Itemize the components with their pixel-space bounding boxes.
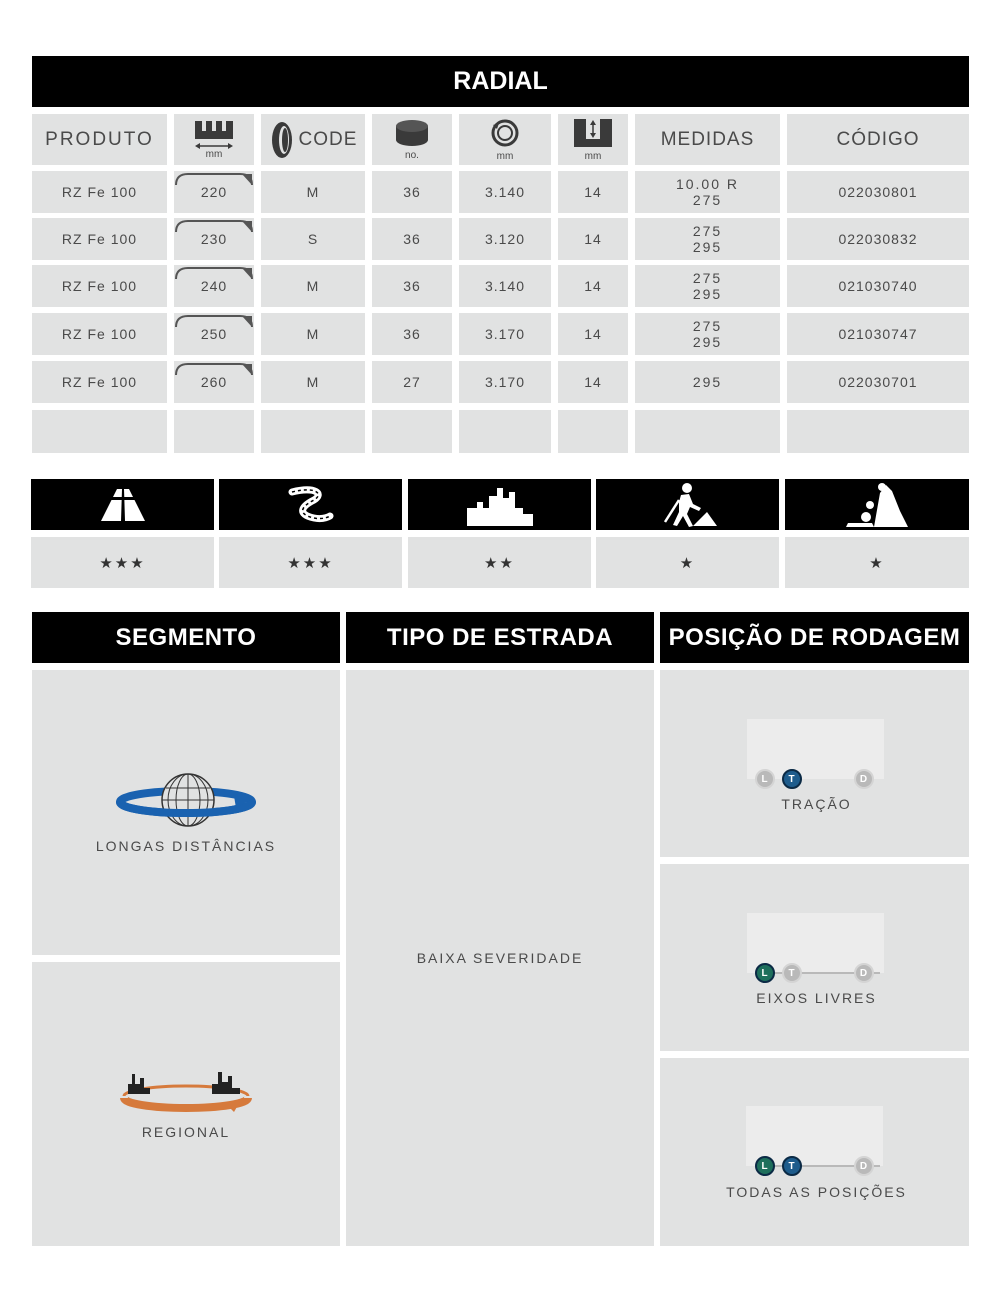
table-cell-value: 3.140: [484, 278, 526, 294]
table-cell-value: 14: [584, 326, 602, 342]
table-cell-value: 14: [584, 374, 602, 390]
table-cell-value: M: [306, 326, 320, 342]
empty-cell: [787, 410, 969, 453]
header-diameter: mm: [459, 114, 551, 165]
segment-regional: REGIONAL: [32, 962, 340, 1246]
tread-depth-icon: [572, 117, 614, 149]
wheel-dot-t: T: [782, 769, 802, 789]
empty-cell: [32, 410, 167, 453]
table-cell-code: [261, 218, 365, 260]
header-code: CODE: [261, 114, 365, 165]
table-cell-depth: [558, 171, 628, 213]
table-cell-width: [174, 171, 254, 213]
table-cell-diam: [459, 171, 551, 213]
tire-side-icon: [269, 120, 295, 160]
table-cell-codigo: [787, 171, 969, 213]
table-cell-no: [372, 265, 452, 307]
highway-icon: [97, 485, 149, 525]
mining-icon: [844, 481, 910, 529]
regional-icon: [116, 1068, 256, 1116]
table-cell-value: M: [306, 278, 320, 294]
table-cell-no: [372, 218, 452, 260]
position-label: TRAÇÃO: [781, 796, 852, 812]
road-type-panel: BAIXA SEVERIDADE: [346, 670, 654, 1246]
empty-cell: [635, 410, 780, 453]
table-cell-value: S: [307, 231, 319, 247]
table-cell-depth: [558, 265, 628, 307]
table-cell-produto: [32, 265, 167, 307]
table-cell-value: 14: [584, 278, 602, 294]
table-cell-code: [261, 171, 365, 213]
table-cell-produto: [32, 361, 167, 403]
table-cell-value: 14: [584, 231, 602, 247]
medida-line: 295: [692, 374, 723, 390]
city-icon: [465, 484, 535, 526]
header-produto: PRODUTO: [32, 114, 167, 165]
medida-line: 295: [692, 239, 723, 255]
app-construction: [596, 479, 779, 530]
table-cell-width: [174, 361, 254, 403]
table-cell-code: [261, 361, 365, 403]
medida-line: 275: [692, 223, 723, 239]
table-cell-value: 36: [403, 231, 421, 247]
table-cell-med: [635, 218, 780, 260]
wheel-dot-d: D: [854, 769, 874, 789]
table-cell-value: 230: [200, 231, 228, 247]
table-cell-value: 14: [584, 184, 602, 200]
table-cell-value: 3.120: [484, 231, 526, 247]
wheel-dot-l: L: [755, 769, 775, 789]
header-codigo: CÓDIGO: [787, 114, 969, 165]
table-cell-codigo: [787, 265, 969, 307]
position-free-axles: [660, 864, 969, 1051]
medida-line: 275: [692, 318, 723, 334]
app-city: [408, 479, 591, 530]
table-cell-value: 022030832: [838, 231, 918, 247]
table-cell-produto: [32, 218, 167, 260]
header-medidas: MEDIDAS: [635, 114, 780, 165]
radial-title: RADIAL: [453, 67, 548, 95]
table-cell-width: [174, 218, 254, 260]
table-cell-value: RZ Fe 100: [61, 278, 138, 294]
app-winding-road: [219, 479, 402, 530]
medida-line: 295: [692, 286, 723, 302]
table-cell-value: RZ Fe 100: [61, 231, 138, 247]
table-cell-codigo: [787, 218, 969, 260]
table-cell-codigo: [787, 361, 969, 403]
wheel-dot-l: L: [755, 963, 775, 983]
table-cell-value: 220: [200, 184, 228, 200]
position-all: [660, 1058, 969, 1246]
table-cell-code: [261, 265, 365, 307]
position-label: EIXOS LIVRES: [756, 990, 877, 1006]
wheel-dot-t: T: [782, 963, 802, 983]
table-cell-depth: [558, 313, 628, 355]
table-cell-no: [372, 361, 452, 403]
table-cell-value: 022030801: [838, 184, 918, 200]
table-cell-value: 240: [200, 278, 228, 294]
app-stars-1: ★★★: [31, 537, 214, 588]
table-cell-value: 36: [403, 278, 421, 294]
app-stars-5: ★: [785, 537, 969, 588]
table-cell-value: RZ Fe 100: [61, 374, 138, 390]
segment-long-distance: LONGAS DISTÂNCIAS: [32, 670, 340, 955]
table-cell-value: RZ Fe 100: [61, 326, 138, 342]
position-traction: [660, 670, 969, 857]
header-ply: no.: [372, 114, 452, 165]
app-mining: [785, 479, 969, 530]
winding-road-icon: [286, 484, 336, 526]
table-cell-depth: [558, 218, 628, 260]
table-cell-value: M: [306, 184, 320, 200]
table-cell-code: [261, 313, 365, 355]
table-cell-width: [174, 265, 254, 307]
app-stars-4: ★: [596, 537, 779, 588]
table-cell-med: [635, 361, 780, 403]
empty-cell: [174, 410, 254, 453]
table-cell-diam: [459, 313, 551, 355]
table-cell-diam: [459, 265, 551, 307]
medida-line: 10.00 R: [675, 176, 740, 192]
empty-cell: [261, 410, 365, 453]
table-cell-value: 022030701: [838, 374, 918, 390]
cylinder-icon: [394, 118, 430, 148]
table-cell-value: M: [306, 374, 320, 390]
wheel-dot-t: T: [782, 1156, 802, 1176]
wheel-dot-l: L: [755, 1156, 775, 1176]
header-width: mm: [174, 114, 254, 165]
app-highway: [31, 479, 214, 530]
table-cell-value: 3.170: [484, 326, 526, 342]
empty-cell: [459, 410, 551, 453]
app-stars-2: ★★★: [219, 537, 402, 588]
table-cell-value: 27: [403, 374, 421, 390]
table-cell-value: 3.140: [484, 184, 526, 200]
empty-cell: [558, 410, 628, 453]
app-stars-3: ★★: [408, 537, 591, 588]
table-cell-no: [372, 171, 452, 213]
medida-line: 275: [692, 270, 723, 286]
table-cell-value: 021030740: [838, 278, 918, 294]
empty-cell: [372, 410, 452, 453]
table-cell-value: 250: [200, 326, 228, 342]
table-cell-width: [174, 313, 254, 355]
table-cell-med: [635, 265, 780, 307]
tread-width-icon: [193, 119, 235, 151]
table-cell-codigo: [787, 313, 969, 355]
rotation-ring-icon: [489, 117, 521, 149]
table-cell-value: 36: [403, 326, 421, 342]
posicao-header: POSIÇÃO DE RODAGEM: [660, 612, 969, 663]
table-cell-med: [635, 171, 780, 213]
table-cell-value: 3.170: [484, 374, 526, 390]
table-cell-produto: [32, 171, 167, 213]
table-cell-diam: [459, 361, 551, 403]
segmento-header: SEGMENTO: [32, 612, 340, 663]
wheel-dot-d: D: [854, 963, 874, 983]
table-cell-value: 36: [403, 184, 421, 200]
construction-worker-icon: [657, 482, 719, 528]
table-cell-value: 260: [200, 374, 228, 390]
position-label: TODAS AS POSIÇÕES: [726, 1184, 907, 1200]
radial-title-bar: [32, 56, 969, 107]
table-cell-value: 021030747: [838, 326, 918, 342]
wheel-dot-d: D: [854, 1156, 874, 1176]
medida-line: 275: [692, 192, 723, 208]
table-cell-depth: [558, 361, 628, 403]
table-cell-med: [635, 313, 780, 355]
medida-line: 295: [692, 334, 723, 350]
header-depth: mm: [558, 114, 628, 165]
tipo-estrada-header: TIPO DE ESTRADA: [346, 612, 654, 663]
table-cell-no: [372, 313, 452, 355]
table-cell-diam: [459, 218, 551, 260]
table-cell-value: RZ Fe 100: [61, 184, 138, 200]
globe-icon: [116, 772, 256, 832]
table-cell-produto: [32, 313, 167, 355]
